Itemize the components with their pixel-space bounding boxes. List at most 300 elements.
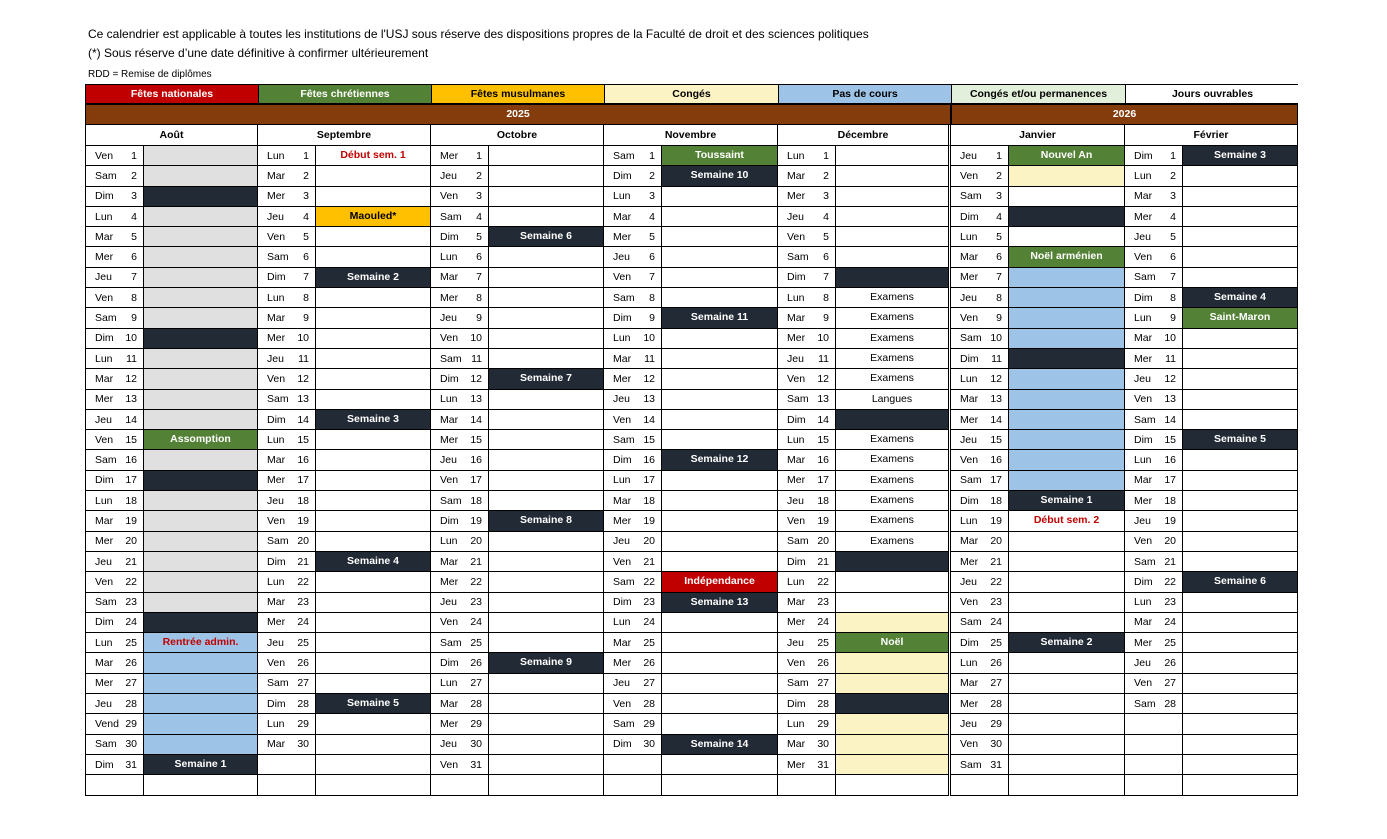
day-cell (778, 511, 836, 530)
day-cell (778, 532, 836, 551)
day-row (1125, 552, 1297, 572)
event-cell (316, 755, 430, 774)
day-number: 1 (649, 149, 655, 162)
day-row (778, 430, 948, 450)
day-cell (431, 247, 489, 266)
day-cell (951, 450, 1009, 469)
weekday: Sam (440, 636, 462, 649)
weekday: Lun (440, 251, 458, 264)
day-number: 26 (470, 657, 482, 670)
event-cell (1183, 227, 1297, 246)
day-number: 13 (470, 393, 482, 406)
day-cell (258, 369, 316, 388)
weekday: Dim (613, 312, 632, 325)
day-number: 26 (297, 657, 309, 670)
weekday: Lun (95, 210, 113, 223)
day-number: 6 (476, 251, 482, 264)
day-cell (1125, 755, 1183, 774)
event-cell (489, 572, 603, 591)
day-cell (258, 714, 316, 733)
weekday: Sam (95, 596, 117, 609)
day-number: 16 (297, 454, 309, 467)
day-number: 17 (990, 474, 1002, 487)
weekday: Mer (787, 190, 806, 203)
weekday: Ven (787, 230, 806, 243)
weekday: Lun (787, 717, 805, 730)
day-row (1125, 532, 1297, 552)
event-cell (1009, 308, 1124, 327)
event-cell (662, 633, 777, 652)
weekday: Ven (960, 738, 979, 751)
day-cell (431, 390, 489, 409)
weekday: Mar (95, 657, 114, 670)
weekday: Sam (95, 169, 117, 182)
day-cell (1125, 207, 1183, 226)
event-cell (489, 593, 603, 612)
day-cell (431, 450, 489, 469)
event-cell (316, 775, 430, 794)
event-cell (1009, 227, 1124, 246)
day-cell (951, 653, 1009, 672)
day-cell (258, 471, 316, 490)
event-cell (144, 410, 257, 429)
day-number: 11 (818, 352, 829, 365)
day-row (604, 491, 777, 511)
weekday: Jeu (613, 677, 630, 690)
day-row (258, 308, 430, 328)
day-number: 29 (297, 717, 309, 730)
weekday: Ven (95, 575, 114, 588)
day-cell (258, 613, 316, 632)
day-cell (86, 532, 144, 551)
day-cell (1125, 694, 1183, 713)
day-number: 11 (1165, 352, 1176, 365)
weekday: Ven (95, 291, 114, 304)
day-row (1125, 735, 1297, 755)
weekday: Mar (787, 312, 806, 325)
month-columns (85, 146, 1298, 796)
weekday: Sam (267, 393, 289, 406)
day-row (604, 369, 777, 389)
day-number: 3 (476, 190, 482, 203)
day-cell (86, 288, 144, 307)
legend-item: Fêtes musulmanes (432, 85, 605, 103)
day-cell (604, 694, 662, 713)
day-row (431, 552, 603, 572)
day-cell (431, 146, 489, 165)
day-number: 4 (476, 210, 482, 223)
day-row (86, 227, 257, 247)
weekday: Mer (960, 413, 979, 426)
day-row (1125, 410, 1297, 430)
weekday: Jeu (267, 636, 284, 649)
event-cell (1009, 593, 1124, 612)
day-row (431, 613, 603, 633)
weekday: Sam (267, 677, 289, 690)
event-cell (144, 329, 257, 348)
note-rdd: RDD = Remise de diplômes (88, 69, 212, 80)
day-cell (1125, 288, 1183, 307)
day-cell (1125, 369, 1183, 388)
day-number: 2 (131, 169, 137, 182)
day-cell (951, 187, 1009, 206)
day-cell (951, 491, 1009, 510)
event-cell (1009, 613, 1124, 632)
event-cell (489, 146, 603, 165)
event-cell (489, 288, 603, 307)
event-cell: Noël (836, 633, 948, 652)
day-row (951, 511, 1124, 531)
weekday: Sam (95, 738, 117, 751)
day-number: 23 (470, 596, 482, 609)
day-number: 30 (817, 738, 829, 751)
day-cell (951, 410, 1009, 429)
day-number: 20 (1164, 535, 1176, 548)
day-row (86, 207, 257, 227)
day-number: 8 (131, 291, 137, 304)
month-header: Août (86, 125, 258, 146)
event-cell (316, 532, 430, 551)
day-row (951, 288, 1124, 308)
day-cell (951, 633, 1009, 652)
day-row (258, 511, 430, 531)
day-number: 26 (1164, 657, 1176, 670)
day-cell (258, 653, 316, 672)
day-cell (258, 633, 316, 652)
day-row (951, 390, 1124, 410)
day-cell (778, 268, 836, 287)
weekday: Lun (787, 433, 805, 446)
weekday: Mer (95, 535, 114, 548)
day-number: 8 (823, 291, 829, 304)
day-row (86, 166, 257, 186)
day-row (951, 593, 1124, 613)
event-cell (1009, 390, 1124, 409)
day-cell (258, 572, 316, 591)
event-cell: Examens (870, 351, 914, 364)
weekday: Jeu (787, 636, 804, 649)
event-cell: Semaine 4 (316, 552, 430, 571)
day-number: 12 (817, 372, 829, 385)
day-cell (86, 714, 144, 733)
day-cell (1125, 166, 1183, 185)
event-cell (316, 227, 430, 246)
event-cell (144, 775, 257, 794)
weekday: Lun (613, 616, 631, 629)
event-cell (662, 430, 777, 449)
event-cell (1009, 735, 1124, 754)
weekday: Mar (267, 596, 286, 609)
day-row (604, 227, 777, 247)
day-cell (951, 390, 1009, 409)
day-number: 17 (470, 474, 482, 487)
day-number: 29 (125, 717, 137, 730)
day-number: 14 (297, 413, 309, 426)
day-number: 10 (125, 332, 137, 345)
day-number: 1 (996, 149, 1002, 162)
event-cell (144, 735, 257, 754)
year-bar (85, 104, 1298, 125)
weekday: Sam (95, 312, 117, 325)
event-cell: Assomption (144, 430, 257, 449)
day-row (86, 146, 257, 166)
event-cell (144, 572, 257, 591)
day-cell (951, 268, 1009, 287)
day-number: 10 (297, 332, 309, 345)
day-row (778, 593, 948, 613)
day-number: 19 (297, 514, 309, 527)
day-cell (1125, 552, 1183, 571)
event-cell (489, 552, 603, 571)
weekday: Mar (267, 454, 286, 467)
day-row (86, 369, 257, 389)
event-cell (662, 653, 777, 672)
event-cell (144, 288, 257, 307)
event-cell (1009, 166, 1124, 185)
event-cell (836, 593, 948, 612)
day-cell (778, 755, 836, 774)
event-cell (144, 491, 257, 510)
day-row (431, 410, 603, 430)
weekday: Lun (267, 717, 285, 730)
day-number: 19 (817, 514, 829, 527)
day-cell (1125, 775, 1183, 794)
day-row (86, 572, 257, 592)
weekday: Lun (95, 494, 113, 507)
day-cell (431, 613, 489, 632)
event-cell (316, 735, 430, 754)
day-cell (258, 775, 316, 794)
day-cell (258, 755, 316, 774)
event-cell (836, 410, 948, 429)
event-cell (662, 511, 777, 530)
event-cell (662, 410, 777, 429)
day-cell (951, 146, 1009, 165)
event-cell (836, 653, 948, 672)
event-cell (662, 390, 777, 409)
day-number: 7 (476, 271, 482, 284)
event-cell (144, 369, 257, 388)
event-cell (1009, 674, 1124, 693)
day-cell (1125, 613, 1183, 632)
day-number: 20 (297, 535, 309, 548)
event-cell (489, 410, 603, 429)
weekday: Ven (613, 413, 632, 426)
day-number: 5 (303, 230, 309, 243)
day-row (778, 755, 948, 775)
day-cell (86, 633, 144, 652)
event-cell (144, 593, 257, 612)
weekday: Mer (787, 332, 806, 345)
day-number: 10 (643, 332, 655, 345)
day-row (778, 491, 948, 511)
day-row (604, 694, 777, 714)
event-cell (836, 268, 948, 287)
weekday: Jeu (613, 535, 630, 548)
event-cell: Toussaint (662, 146, 777, 165)
day-cell (258, 247, 316, 266)
day-number: 2 (649, 169, 655, 182)
weekday: Lun (960, 657, 978, 670)
day-cell (604, 187, 662, 206)
day-number: 7 (303, 271, 309, 284)
day-number: 2 (476, 169, 482, 182)
day-number: 17 (1164, 474, 1176, 487)
day-cell (431, 532, 489, 551)
event-cell (144, 349, 257, 368)
day-row (431, 735, 603, 755)
day-row (604, 714, 777, 734)
day-row (258, 268, 430, 288)
day-row (86, 755, 257, 775)
day-number: 29 (817, 717, 829, 730)
day-row (258, 288, 430, 308)
day-row (951, 308, 1124, 328)
weekday: Dim (267, 697, 286, 710)
event-cell (662, 491, 777, 510)
day-cell (604, 755, 662, 774)
weekday: Sam (613, 575, 635, 588)
day-row (431, 146, 603, 166)
day-number: 5 (131, 230, 137, 243)
month-column (778, 146, 951, 796)
day-number: 18 (125, 494, 137, 507)
day-cell (86, 410, 144, 429)
event-cell (489, 471, 603, 490)
day-cell (778, 653, 836, 672)
day-number: 4 (823, 210, 829, 223)
day-cell (778, 775, 836, 794)
event-cell: Semaine 1 (144, 755, 257, 774)
event-cell (489, 755, 603, 774)
day-cell (258, 511, 316, 530)
day-cell (86, 268, 144, 287)
day-row (778, 410, 948, 430)
event-cell (489, 735, 603, 754)
day-row (258, 552, 430, 572)
day-row (1125, 369, 1297, 389)
day-cell (86, 593, 144, 612)
day-cell (1125, 247, 1183, 266)
day-number: 22 (297, 575, 309, 588)
day-row (951, 532, 1124, 552)
day-number: 2 (823, 169, 829, 182)
day-number: 18 (1164, 494, 1176, 507)
day-row (604, 532, 777, 552)
day-cell (86, 187, 144, 206)
weekday: Dim (787, 413, 806, 426)
weekday: Mar (267, 169, 286, 182)
day-number: 15 (1164, 433, 1176, 446)
day-number: 12 (297, 372, 309, 385)
day-number: 1 (303, 149, 309, 162)
day-row (951, 694, 1124, 714)
legend-bar (85, 84, 1298, 104)
day-cell (86, 775, 144, 794)
weekday: Jeu (787, 494, 804, 507)
day-row (604, 187, 777, 207)
day-number: 3 (649, 190, 655, 203)
day-number: 23 (643, 596, 655, 609)
day-number: 21 (817, 555, 829, 568)
day-row (778, 247, 948, 267)
day-number: 20 (643, 535, 655, 548)
day-cell (951, 714, 1009, 733)
note-applicability: Ce calendrier est applicable à toutes les institutions de l'USJ sous réserve des dispositions propres de la Faculté de droit et des sciences politiques (88, 27, 869, 41)
weekday: Lun (960, 514, 978, 527)
day-cell (86, 511, 144, 530)
day-cell (778, 450, 836, 469)
month-header: Octobre (431, 125, 604, 146)
day-row (258, 613, 430, 633)
day-number: 9 (303, 312, 309, 325)
day-row (431, 633, 603, 653)
weekday: Dim (267, 413, 286, 426)
day-row (258, 410, 430, 430)
day-number: 15 (817, 433, 829, 446)
day-row (604, 166, 777, 186)
day-cell (431, 755, 489, 774)
day-row (1125, 775, 1297, 795)
event-cell (1183, 369, 1297, 388)
day-row (778, 714, 948, 734)
event-cell (144, 166, 257, 185)
day-cell (86, 227, 144, 246)
day-cell (1125, 450, 1183, 469)
day-cell (778, 613, 836, 632)
day-cell (258, 450, 316, 469)
day-number: 3 (303, 190, 309, 203)
day-number: 5 (476, 230, 482, 243)
event-cell: Semaine 6 (1183, 572, 1297, 591)
day-row (1125, 491, 1297, 511)
day-row (1125, 288, 1297, 308)
day-number: 31 (470, 758, 482, 771)
day-number: 25 (990, 636, 1002, 649)
day-row (86, 552, 257, 572)
day-cell (951, 755, 1009, 774)
day-number: 24 (297, 616, 309, 629)
day-number: 9 (649, 312, 655, 325)
event-cell (1009, 775, 1124, 794)
day-number: 30 (125, 738, 137, 751)
weekday: Mar (1134, 332, 1153, 345)
day-cell (778, 247, 836, 266)
weekday: Mer (440, 717, 459, 730)
day-row (431, 247, 603, 267)
event-cell: Semaine 12 (662, 450, 777, 469)
event-cell (662, 674, 777, 693)
event-cell: Semaine 10 (662, 166, 777, 185)
day-number: 6 (1170, 251, 1176, 264)
weekday: Mar (95, 230, 114, 243)
day-cell (778, 166, 836, 185)
day-row (258, 471, 430, 491)
day-number: 9 (476, 312, 482, 325)
day-number: 3 (131, 190, 137, 203)
day-number: 9 (823, 312, 829, 325)
event-cell (144, 471, 257, 490)
day-number: 20 (817, 535, 829, 548)
day-number: 24 (643, 616, 655, 629)
weekday: Dim (960, 494, 979, 507)
weekday: Sam (787, 535, 809, 548)
day-cell (1125, 593, 1183, 612)
weekday: Dim (1134, 433, 1153, 446)
weekday: Jeu (267, 494, 284, 507)
day-cell (604, 268, 662, 287)
event-cell (489, 714, 603, 733)
